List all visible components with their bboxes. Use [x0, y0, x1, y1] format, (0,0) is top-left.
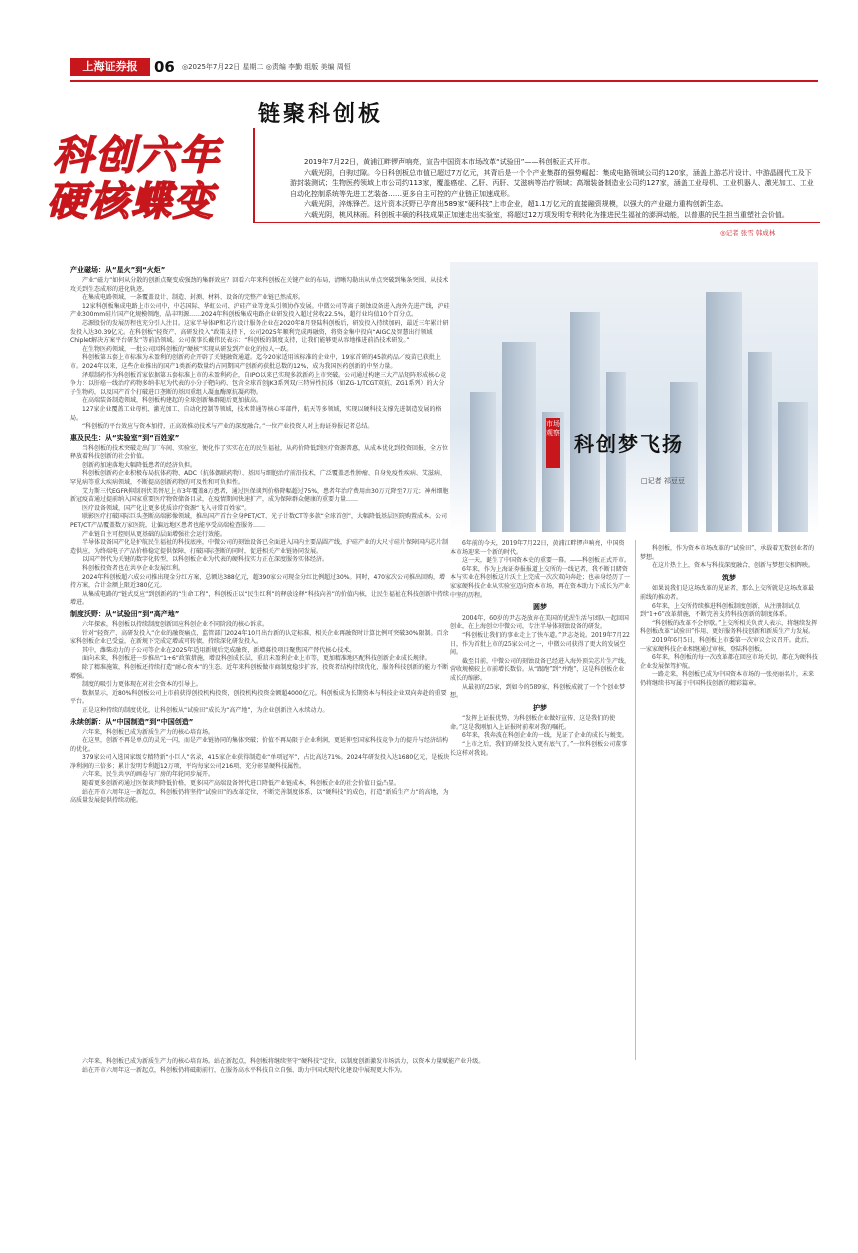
story-paragraph: 6年前的今天，2019年7月22日，黄浦江畔锣声响亮，中国资本市场迎来一个新的时代。: [450, 540, 625, 556]
intro-paragraph: 六载光阴，桃风林雨。科创板丰硕的科技成果正加速走出实验室，将超过12万项发明专利转化为推进民生福祉的澎湃动能，以普惠的民生担当重塑社会价值。: [304, 210, 789, 219]
article-paragraph: 芯源股份的发展历程也充分引人注目。这家半导体IP和芯片设计服务企业在2020年8月登陆科创板后，研发投入持续加码，最近三年累计研发投入达30.39亿元。在科创板“轻资产、高研发投入”政策支持下，公司2025年顺利完成再融资，将资金集中投向“AIGC及智慧出行领域Chiplet解决方案平台研发”等前沿领域。公司董事长戴伟民表示：“科创板的制度支持，让我们能够更从容地推进前沿技术研发。”: [70, 319, 449, 345]
article-paragraph: 艾力斯三代EGFR抑制剂伏美替尼上市3年覆盖8万患者，通过医保谈判价格降幅超过75%，患者年治疗费用由30万元降至7万元；神州细胞新冠疫苗通过提前纳入国家重要医疗物资储备目录，在疫情期间快速扩产，成为保障群众健康的重要力量……: [70, 487, 449, 504]
section-heading: 制度沃野：从“试验田”到“高产地”: [70, 609, 180, 618]
building-shape: [778, 402, 808, 532]
article-paragraph: 科创板投资者也在共享企业发展红利。: [82, 565, 185, 572]
story-paragraph: 这一天，诞生了中国资本史的重要一幕。——科创板正式开市。: [462, 557, 631, 565]
article-paragraph: 随着更多创新药通过医保谈判降低价格，更多国产高端设备替代进口降低产业链成本，科创板企业的社会价值日益凸显。: [82, 780, 401, 788]
feature-story-byline: □记者 祁豆豆: [641, 477, 685, 485]
building-shape: [706, 292, 742, 532]
column-tag: 市场观察: [546, 418, 560, 468]
building-shape: [470, 392, 496, 532]
section-heading: 产业磁场：从“星火”到“火炬”: [70, 266, 166, 274]
bottom-paragraph: 站在开市六周年这一新起点，科创板仍将砥砺前行，在服务高水平科技自立自强、助力中国式现代化建设中展现更大作为。: [82, 1066, 407, 1074]
building-shape: [570, 312, 600, 532]
article-paragraph: 除了精准施策，科创板还持续打造“耐心资本”的生态。近年来科创板做市商制度稳步扩容，投资者结构持续优化，服务科技创新的能力不断增强。: [70, 663, 449, 680]
story-paragraph: 如果说我们是这场改革的见证者，那么上交所就是这场改革最前线的推动者。: [640, 585, 815, 601]
article-paragraph: 六年探索，科创板以持续制度创新回应科创企业不同阶段的核心诉求。: [82, 620, 269, 628]
story-subheading: 圆梦: [533, 602, 547, 612]
story-paragraph: 一路走来，科创板已成为中国资本市场的一张亮丽名片，未来仍将继续书写属于中国科技创新的精彩篇章。: [640, 671, 815, 687]
article-paragraph: 数据显示，近80%科创板公司上市前获得创投机构投资，创投机构投资金额超4000亿元。科创板成为长期资本与科技企业双向奔赴的重要平台。: [70, 689, 447, 706]
story-paragraph: 6年来，上交所持续推进科创板制度创新，从注册制试点到“1+6”改革措施，不断完善支持科技创新的制度体系。: [640, 602, 800, 619]
feature-story-right-column: [640, 545, 818, 689]
article-paragraph: 六年来，民生共享的画卷与厂房的年轮同步展开。: [82, 771, 215, 779]
intro-paragraph: 2019年7月22日，黄浦江畔锣声响亮，宣告中国资本市场改革“试验田”——科创板正式开市。: [304, 158, 595, 166]
article-paragraph: 科创板创新药企业积极布局抗体药物、ADC（抗体偶联药物）、基因与细胞治疗前沿技术，广泛覆盖恶性肿瘤、自身免疫性疾病、艾滋病、罕见病等重大疾病领域，不断提高创新药物的可及性和可负担性。: [70, 470, 446, 487]
story-paragraph: “发挥上证报优势，为科创板企业做好宣传，这是我们的使命。”这是我刚加入上证报时前辈对我的嘱托。: [450, 715, 616, 731]
article-paragraph: 从集成电路的“链式反应”到创新药的“生命工程”，科创板正以“民生红利”的释放诠释“科技向善”的价值内核，让民生福祉在科技创新中持续增进。: [70, 590, 449, 607]
section-heading: 惠及民生：从“实验室”到“百姓家”: [70, 433, 180, 442]
masthead-rule: [70, 80, 818, 82]
story-paragraph: 从最初的25家，到如今的589家，科创板成就了一个个创业梦想。: [450, 683, 626, 700]
article-paragraph: 针对“轻资产、高研发投入”企业的融资痛点，监管部门2024年10月出台新的认定标准，相关企业再融资时计算比例可突破30%限制。百余家科创板企业已受益，在新规下完成定增或可转债，持续深化研发投入。: [70, 629, 449, 646]
article-paragraph: 产业链自主可控则从更基础的层面增强社会运行效能。: [82, 530, 227, 538]
big-title-line2: 硬核蝶变: [47, 178, 215, 225]
article-paragraph: 面向未来，科创板进一步推出“1+6”政策措施，增设科创成长层，重启未盈利企业上市等，更加精准地匹配科技创新企业成长规律。: [82, 655, 431, 663]
story-subheading: 护梦: [533, 702, 547, 712]
article-paragraph: 在生物医药领域，一批公司因科创板的“硬核”实现从研发到产业化的惊人一跃。: [82, 345, 293, 353]
story-paragraph: “上市之后，我们的研发投入更有底气了。”一位科创板公司董事长这样对我说。: [450, 741, 628, 757]
story-paragraph: “科创板的改革不会停歇。”上交所相关负责人表示，将继续发挥科创板改革“试验田”作用，更好服务科技创新和新质生产力发展。: [640, 619, 818, 636]
article-paragraph: 其中，潍柴动力的子公司等企业在2025年适用新规后完成融资，新增募投项目聚焦国产替代核心技术。: [82, 646, 356, 654]
article-paragraph: 379家公司入选国家级专精特新“小巨人”名录，415家企业获得制造业“单项冠军”，占比高达71%。2024年研发投入达1680亿元，是板块净利润的三倍多；累计发明专利超12万项，平均每家公司216项，充分彰显硬科技属性。: [70, 754, 450, 770]
story-paragraph: 2019年6月5日，科创板上市委第一次审议会议召开。此后，一家家硬科技企业相继通过审核，登陆科创板。: [640, 636, 813, 653]
intro-paragraph: 六载光阴，白驹过隙。今日科创板总市值已超过7万亿元，其背后是一个个产业集群的强势崛起：集成电路领域公司约120家，涵盖上游芯片设计、中游晶圆代工及下游封装测试；生物医药领域上市公司约113家，覆盖癌症、乙肝、丙肝、艾滋病等治疗领域；高端装备制造业公司约127家，涵盖工业母机、工业机器人、激光加工、工业自动化控制系统等先进工艺装备……更多自主可控的产业链正加速成形。: [290, 168, 814, 198]
article-paragraph: 产业“磁力”如何从分散的创新点聚变成强劲的集群效应？回看六年来科创板在关键产业的布局，清晰勾勒出从单点突破到集条突围、从技术攻关到生态成形的进化轨迹。: [70, 277, 449, 293]
page-number: 06: [154, 58, 175, 76]
article-paragraph: 创新药加速落地大幅降低患者的经济负担。: [82, 461, 197, 469]
article-paragraph: 泽璟制药作为科创板首家依据第五套标准上市的未盈利药企，自IPO以来已实现多款新药上市突破。公司通过构建三大产品矩阵形成核心竞争力：以肝癌一线治疗药物多纳非尼为代表的小分子靶向药、包含全球首创JK3系列双/三特异性抗体（如ZG-1/TCGT双抗、ZG1系列）的大分子生物药，以及国产首个打破进口垄断的基因重组人凝血酶原抗凝药物。: [70, 371, 447, 396]
bottom-paragraph: 六年来，科创板已成为新质生产力的核心培育场。站在新起点，科创板将继续坚守“硬科技”定位，以制度创新激发市场活力，以资本力量赋能产业升级。: [82, 1058, 485, 1065]
story-paragraph: “科创板让我们的事业走上了快车道。”尹志尧说。2019年7月22日，作为首批上市的25家公司之一，中微公司获得了更大的发展空间。: [450, 631, 630, 657]
story-paragraph: 6年来，科创板的每一次改革都在回应市场关切，都在为硬科技企业发展保驾护航。: [640, 654, 818, 670]
feature-intro: [290, 157, 815, 220]
section-title: 链聚科创板: [258, 101, 384, 127]
article-paragraph: 正是这种持续的制度优化，让科创板从“试验田”成长为“高产地”，为企业创新注入永续动力。: [82, 706, 329, 714]
newspaper-logo: 上海证券报: [70, 58, 150, 76]
article-paragraph: 半导体设备国产化是护航民生福祉的科技底座，中微公司的刻蚀设备已全面进入国内主要晶圆产线，沪硅产业的大尺寸硅片保障国内芯片制造供应，为终端电子产品价格稳定提供保障，打破国际垄断的同时，促进相关产业链协同发展。: [70, 539, 449, 555]
dateline: ◎2025年7月22日 星期二 ◎责编 李勤 组版 美编 周恒: [182, 63, 351, 71]
masthead: [70, 58, 818, 78]
feature-story-mid-column: [450, 540, 630, 758]
feature-big-title: [47, 124, 257, 225]
bottom-article: [70, 1058, 818, 1075]
article-paragraph: 当科创板的技术突破走出门厂车间、实验室，便化作了实实在在的民生福祉，从药价降低到医疗资源普惠，从成本优化到投资回报，全方位释放着科技创新的社会价值。: [70, 444, 449, 461]
story-paragraph: 科创板，作为资本市场改革的“试验田”，承载着无数创业者的梦想。: [640, 545, 815, 561]
story-paragraph: 2004年，60岁的尹志尧放弃在美国的优渥生活与团队一起回国创业，在上海创立中微公司，专注半导体刻蚀设备的研发。: [450, 614, 629, 631]
article-paragraph: 在这里，创新不再是单点的灵光一闪，而是产业链协同的集体突破；价值不再局限于企业利润，更延伸至国家科技竞争力的提升与经济结构的优化。: [70, 737, 449, 753]
story-paragraph: 在这片热土上，资本与科技深度融合，创新与梦想交相辉映。: [652, 562, 815, 570]
article-paragraph: 医疗设备领域，国产化让更多优质诊疗资源“飞入寻常百姓家”。: [82, 504, 251, 512]
feature-story-title: 科创梦飞扬: [574, 432, 684, 456]
article-paragraph: 12家科创板集成电路上市公司中，中芯国际、华虹公司、沪硅产业等龙头引领协作发展。中微公司等离子刻蚀设备进入海外先进产线，沪硅产业300mm硅片国产化规模领跑，晶丰明源……2024年科创板集成电路企业研发投入超过营收22.5%，超行业均值10个百分点。: [70, 302, 450, 319]
story-subheading: 筑梦: [722, 572, 736, 582]
intro-paragraph: 六载光阴，淬炼锋芒。这片资本沃野已孕育出589家“硬科技”上市企业，超1.1万亿元的直接融资规模，以强大的产业磁力重构创新生态。: [304, 200, 728, 208]
intro-byline: ◎记者 张雪 韩成林: [720, 229, 776, 237]
article-paragraph: 科创板第五套上市标准为未盈利的创新药企开辟了关键融资通道。迄今20家适用该标准的企业中，19家首研的45款药品／疫苗已获批上市。2024年以来，这些企业推出的国产1类新药数量约占同期国产创新药获批总数的12%，成为我国医药创新的中坚力量。: [70, 354, 441, 370]
column-divider: [635, 540, 636, 1060]
story-paragraph: 截至目前，中微公司的刻蚀设备已经进入海外顶尖芯片生产线，营收规模较上市前增长数倍。从“跟跑”到“并跑”，这是科创板企业成长的缩影。: [450, 657, 631, 682]
article-paragraph: 在集成电路领域，一条覆盖设计、制造、封测、材料、设备的完整产业链已然成形。: [82, 294, 305, 302]
article-paragraph: “科创板的平台效应与资本加持，正高效推动技术与产业的深度融合。”一位产业投资人对上海证券报记者总结。: [82, 423, 374, 431]
article-paragraph: 在高端装备制造领域，科创板构建起的全球创新集群随后更加拔高。: [82, 397, 263, 405]
building-shape: [670, 382, 698, 532]
building-shape: [748, 352, 772, 532]
article-paragraph: 联影医疗打破国际巨头垄断高端影像领域，推出国产首台全身PET/CT、光子计数CT等多款“全球首创”，大幅降低基层医院购置成本。公司PET/CT产品覆盖数万家医院，让偏远地区患者也能享受高端检查服务……: [70, 513, 448, 530]
article-paragraph: 站在开市六周年这一新起点，科创板仍将坚持“试验田”的改革定位，不断完善制度体系，以“硬科技”的成色，打造“新质生产力”的高地，为高质量发展提供持续动能。: [70, 788, 449, 805]
building-shape: [502, 342, 536, 532]
article-paragraph: 制度的吸引力更体现在对社会资本的引导上。: [82, 681, 203, 689]
story-paragraph: 6年来，我奔波在科创企业的一线，见证了企业的成长与蜕变。: [462, 732, 628, 740]
city-skyline-photo: [450, 262, 818, 532]
article-paragraph: 2024年科创板超六成公司推出现金分红方案，总额达388亿元，超390家公司现金分红比例超过30%。同时，470家次公司推出回购，增持方案，合计金额上限近380亿元。: [70, 573, 445, 590]
left-article: [70, 264, 450, 806]
story-paragraph: 6年来，作为上海证券报报道上交所的一线记者，我不断目睹资本与实业在科创板这片沃土上完成一次次双向奔赴；也亲身经历了一家家硬科技企业从实验室迈向资本市场，再在资本助力下成长为产业中坚的历程。: [450, 565, 631, 599]
article-paragraph: 以国产替代为关键的数字化转型，以科创板企业为代表的硬科技实力正在深度服务实体经济。: [82, 556, 329, 564]
big-title-line1: 科创六年: [53, 132, 221, 179]
section-heading: 永续创新：从“中国制造”到“中国创造”: [70, 717, 194, 726]
article-paragraph: 127家企业覆盖工业母机、激光加工、自动化控制等领域，技术普通等核心零部件，航天等多领域，实现以硬科技支撑先进制造发展的格局。: [70, 405, 442, 422]
article-paragraph: 六年来，科创板已成为新质生产力的核心培育场。: [82, 728, 215, 736]
